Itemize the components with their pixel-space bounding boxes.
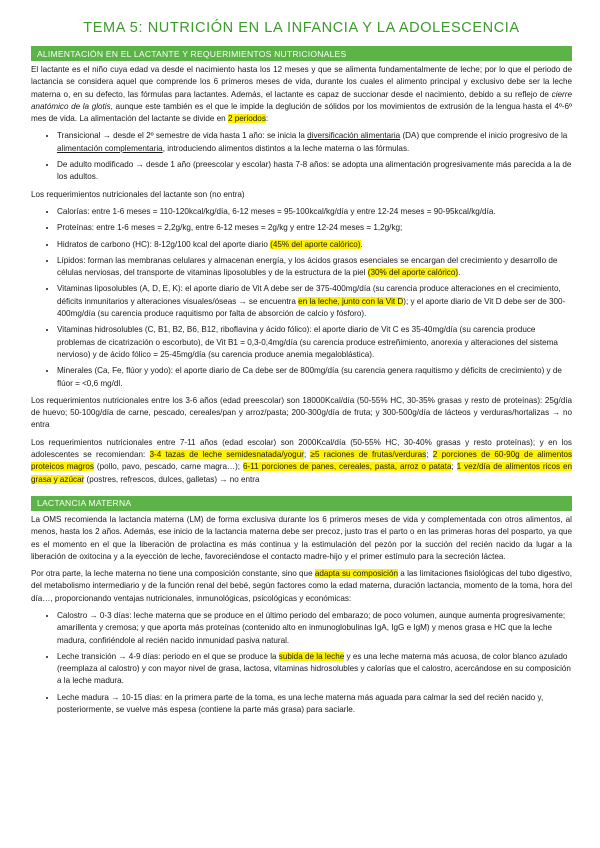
underlined-term: alimentación complementaria: [57, 143, 163, 153]
highlight: 6-11 porciones de panes, cereales, pasta, arroz o patata: [243, 462, 452, 472]
intro-paragraph: El lactante es el niño cuya edad va desde el nacimiento hasta los 12 meses y que se alimenta fundamentalmente de leche; por lo que el periodo de lactancia se considera aquel que comprende los 6 primeros meses de vida, durante los cuales el alimento principal y exclusivo debe ser la leche materna o, en su defecto, las fórmulas para lactantes. Además, el lactante es capaz de succionar desde el nacimiento, debido a su reflejo de cierre anatómico de la glotis, aunque este también es el que le impide la deglución de sólidos por los movimientos de extrusión de la lengua hasta el 4º-6º mes de vida. La alimentación del lactante se divide en 2 periodos:: [31, 65, 572, 124]
highlight: 3-4 tazas de leche semidesnatada/yogur: [149, 450, 304, 460]
highlight: en la leche, junto con la Vit D: [298, 296, 404, 306]
requirements-list: [31, 206, 572, 390]
list-item-hidratos: • Hidratos de carbono (HC): 8-12g/100 kcal del aporte diario (45% del aporte calórico).: [57, 239, 572, 251]
highlight: (30% del aporte calórico): [367, 268, 459, 278]
section-heading-lactante: ALIMENTACIÓN EN EL LACTANTE Y REQUERIMIENTOS NUTRICIONALES: [31, 46, 572, 61]
list-item-vitaminas-liposolubles: • Vitaminas liposolubles (A, D, E, K): el aporte diario de Vit A debe ser de 375-400mg/día (su carencia produce alteraciones en el crecimiento, déficits inmunitarios y alteraciones visuales/óseas → se encuentra en la leche, junto con la Vit D); y el aporte diario de Vit D debe ser de 300-400mg/día (su carencia produce raquitismo por falta de absorción de calcio y fósforo).: [57, 283, 572, 320]
page-title: TEMA 5: NUTRICIÓN EN LA INFANCIA Y LA ADOLESCENCIA: [83, 20, 520, 36]
list-item-transicional: • Transicional → desde el 2º semestre de vida hasta 1 año: se inicia la diversificación alimentaria (DA) que comprende el inicio progresivo de la alimentación complementaria, introduciendo alimentos distintos a la leche materna o las fórmulas.: [57, 130, 572, 155]
lactancia-paragraph-2: Por otra parte, la leche materna no tiene una composición constante, sino que adapta su composición a las limitaciones fisiológicas del tubo digestivo, del metabolismo intermediario y de la función renal del bebé, según factores como la edad materna, duración lactancia, momento de la toma, hora del día…, proporcionando ventajas nutricionales, inmunológicas, psicológicas y económicas:: [31, 569, 572, 603]
highlight-periodos: 2 periodos: [227, 114, 266, 124]
highlight: ≥5 raciones de frutas/verduras: [310, 450, 427, 460]
lactancia-paragraph-1: La OMS recomienda la lactancia materna (LM) de forma exclusiva durante los 6 primeros meses de vida y complementada con otros alimentos, al menos, hasta los 2 años. Además, ese inicio de la lactancia materna debe ser precoz, justo tras el parto o en las primeras horas del posparto, ya que es el momento en el que la liberación de prolactina es más continua y la estimulación del pezón por la succión del recién nacido da lugar a la liberación de oxitocina y a la eyección de leche, favoreciéndose el contacto madre-hijo y el primer estímulo para la secreción láctea.: [31, 514, 572, 561]
highlight: (45% del aporte calórico): [270, 239, 361, 249]
section-heading-lactancia: LACTANCIA MATERNA: [31, 496, 572, 511]
highlight: subida de la leche: [278, 651, 345, 661]
highlight: adapta su composición: [314, 569, 398, 579]
list-item-vitaminas-hidrosolubles: • Vitaminas hidrosolubles (C, B1, B2, B6, B12, riboflavina y ácido fólico): el aporte diario de Vit C es 35-40mg/día (su carencia produce problemas de cicatrización o escorbuto), de Vit B1 = 0,3-0,4mg/día (su carencia produce estreñimiento, anorexia y alteraciones del sistema nervioso) y de ácido fólico = 25-45mg/día (su carencia produce anemia megaloblástica).: [57, 324, 572, 361]
requirements-intro: Los requerimientos nutricionales del lactante son (no entra): [31, 189, 245, 199]
glotis-term: cierre anatómico de la glotis: [31, 89, 572, 111]
list-item-calostro: • Calostro → 0-3 días: leche materna que se produce en el último periodo del embarazo; de poco volumen, aunque aumenta progresivamente; amarillenta y cremosa; y que aporta más proteínas (contenido alto en inmunoglobulinas IgA, IgG e IgM) y menos grasa e HC que la leche madura, confiriéndole al recién nacido inmunidad pasiva natural.: [57, 610, 572, 647]
list-item-leche-transicion: • Leche transición → 4-9 días: periodo en el que se produce la subida de la leche y es una leche materna más acuosa, de color blanco azulado (reemplaza al calostro) y con mayor nivel de grasa, lactosa, vitaminas hidrosolubles y calorías que el calostro, acercándose en su composición a la leche madura.: [57, 651, 572, 688]
list-item-proteinas: • Proteínas: entre 1-6 meses = 2,2g/kg, entre 6-12 meses = 2g/kg y entre 12-24 meses = 1,2g/kg;: [57, 222, 572, 234]
list-item-minerales: • Minerales (Ca, Fe, flúor y yodo): el aporte diario de Ca debe ser de 800mg/día (su carencia genera raquitismo y déficits de crecimiento) y de flúor = <0,6 mg/dl.: [57, 365, 572, 390]
school-paragraph: Los requerimientos nutricionales entre 7-11 años (edad escolar) son 2000Kcal/día (50-55% HC, 30-40% grasas y resto proteínas); y en los adolescentes se recomiendan: 3-4 tazas de leche semidesnatada/yogur; ≥5 raciones de frutas/verduras; 2 porciones de 60-90g de alimentos proteicos magros (pollo, pavo, pescado, carne magra…); 6-11 porciones de panes, cereales, pasta, arroz o patata; 1 vez/día de alimentos ricos en grasa y azúcar (postres, refrescos, dulces, galletas) → no entra: [31, 437, 573, 484]
underlined-term: diversificación alimentaria: [307, 131, 401, 141]
list-item-lipidos: • Lípidos: forman las membranas celulares y almacenan energía, y los ácidos grasos esenciales se encargan del crecimiento y desarrollo de células nerviosas, del transporte de vitaminas liposolubles y de la estructura de la piel (30% del aporte calórico).: [57, 255, 572, 280]
list-item-leche-madura: • Leche madura → 10-15 días: en la primera parte de la toma, es una leche materna más aguada para calmar la sed del recién nacido y, posteriormente, se vuelve más espesa (contiene la parte más grasa) para saciarle.: [57, 692, 572, 717]
highlight: 2 porciones de 60-90g de alimentos proteicos magros: [31, 450, 573, 472]
highlight: 1 vez/día de alimentos ricos en grasa y azúcar: [31, 462, 573, 484]
list-item-calorias: • Calorías: entre 1-6 meses = 110-120kcal/kg/día, 6-12 meses = 95-100kcal/kg/día y entre 12-24 meses = 90-95kcal/kg/día.: [57, 206, 572, 218]
list-item-adulto-modificado: • De adulto modificado → desde 1 año (preescolar y escolar) hasta 7-8 años: se adopta una alimentación progresivamente más parecida a la de los adultos.: [57, 159, 572, 184]
milk-types-list: [31, 610, 572, 716]
preschool-paragraph: Los requerimientos nutricionales entre los 3-6 años (edad preescolar) son 18000Kcal/día (50-55% HC, 30-35% grasas y resto de proteínas): 25g/día de huevo; 50-100g/día de carne, pescado, cereales/pan y arroz/pasta; 200-300g/día de fruta; y 300-500g/día de lácteos y verduras/hortalizas → no entra: [31, 395, 572, 430]
periods-list: [31, 130, 572, 183]
